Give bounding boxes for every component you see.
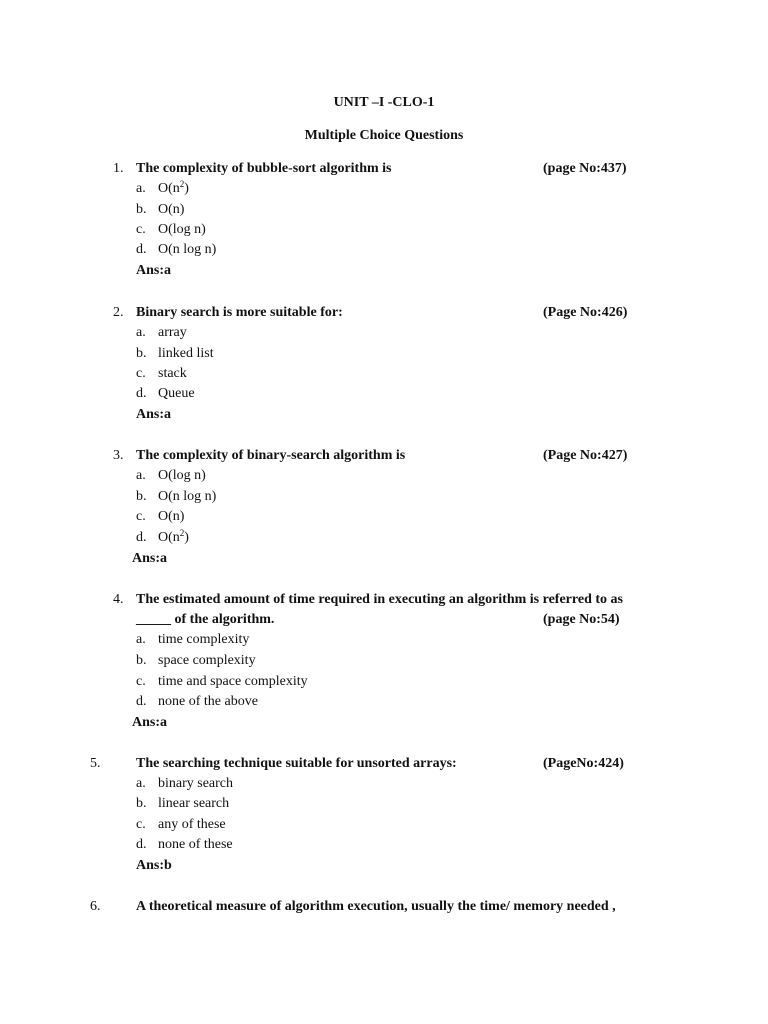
question-4-line-2 — [0, 610, 768, 630]
question-4 — [0, 590, 768, 610]
option-letter: a. — [136, 468, 146, 483]
option-letter: b. — [136, 653, 147, 668]
option-letter: d. — [136, 694, 147, 709]
page-reference: (Page No:427) — [543, 448, 628, 463]
option-text: linear search — [158, 796, 230, 811]
option-text: array — [158, 325, 187, 340]
question-number: 6. — [90, 899, 101, 914]
option-letter: b. — [136, 796, 147, 811]
option-letter: c. — [136, 674, 146, 689]
question-text: The complexity of bubble-sort algorithm is — [136, 161, 392, 176]
option-text: O(n) — [158, 509, 185, 524]
option-letter: c. — [136, 509, 146, 524]
page-reference: (PageNo:424) — [543, 756, 624, 771]
question-5 — [0, 754, 768, 774]
page-reference: (page No:437) — [543, 161, 627, 176]
option-text: binary search — [158, 776, 234, 791]
question-text: A theoretical measure of algorithm execution, usually the time/ memory needed , — [136, 899, 616, 914]
option-letter: c. — [136, 366, 146, 381]
answer: Ans:a — [132, 715, 168, 730]
option-text: time and space complexity — [158, 674, 308, 689]
option-text: Queue — [158, 386, 195, 401]
question-number: 5. — [90, 756, 101, 771]
option-letter: b. — [136, 346, 147, 361]
unit-title: UNIT –I -CLO-1 — [333, 95, 435, 110]
option-text: $O(n^2)$ — [158, 528, 189, 545]
option-text: O(log n) — [158, 468, 206, 483]
question-text: Binary search is more suitable for: — [136, 305, 343, 320]
page-reference: (Page No:426) — [543, 305, 628, 320]
section-title: Multiple Choice Questions — [304, 128, 464, 143]
question-2 — [0, 303, 768, 323]
option-letter: d. — [136, 242, 147, 257]
question-3 — [0, 446, 768, 466]
question-number: 4. — [113, 592, 124, 607]
option-letter: c. — [136, 222, 146, 237]
option-letter: c. — [136, 817, 146, 832]
question-text: The complexity of binary-search algorithm is — [136, 448, 406, 463]
question-text-continued: _____ of the algorithm. — [136, 612, 275, 627]
option-text: none of these — [158, 837, 233, 852]
option-text: space complexity — [158, 653, 256, 668]
question-number: 3. — [113, 448, 124, 463]
option-letter: a. — [136, 181, 146, 196]
answer: Ans:a — [136, 263, 172, 278]
option-letter: a. — [136, 325, 146, 340]
option-letter: b. — [136, 489, 147, 504]
option-letter: d. — [136, 530, 147, 545]
question-number: 1. — [113, 161, 124, 176]
option-letter: a. — [136, 632, 146, 647]
question-text: The estimated amount of time required in executing an algorithm is referred to as — [136, 592, 623, 607]
option-text: O(log n) — [158, 222, 206, 237]
question-number: 2. — [113, 305, 124, 320]
option-text: O(n) — [158, 202, 185, 217]
question-6 — [0, 897, 768, 917]
option-text: any of these — [158, 817, 226, 832]
answer: Ans:b — [136, 858, 172, 873]
option-letter: b. — [136, 202, 147, 217]
option-text: none of the above — [158, 694, 258, 709]
option-text: time complexity — [158, 632, 250, 647]
question-1 — [0, 159, 768, 179]
option-letter: d. — [136, 837, 147, 852]
option-text: $O(n^2)$ — [158, 179, 189, 196]
question-text: The searching technique suitable for unsorted arrays: — [136, 756, 457, 771]
option-text: stack — [158, 366, 187, 381]
answer: Ans:a — [136, 407, 172, 422]
option-text: O(n log n) — [158, 242, 217, 257]
answer: Ans:a — [132, 551, 168, 566]
option-letter: a. — [136, 776, 146, 791]
option-text: linked list — [158, 346, 214, 361]
option-text: O(n log n) — [158, 489, 217, 504]
page-reference: (page No:54) — [543, 612, 620, 627]
option-letter: d. — [136, 386, 147, 401]
